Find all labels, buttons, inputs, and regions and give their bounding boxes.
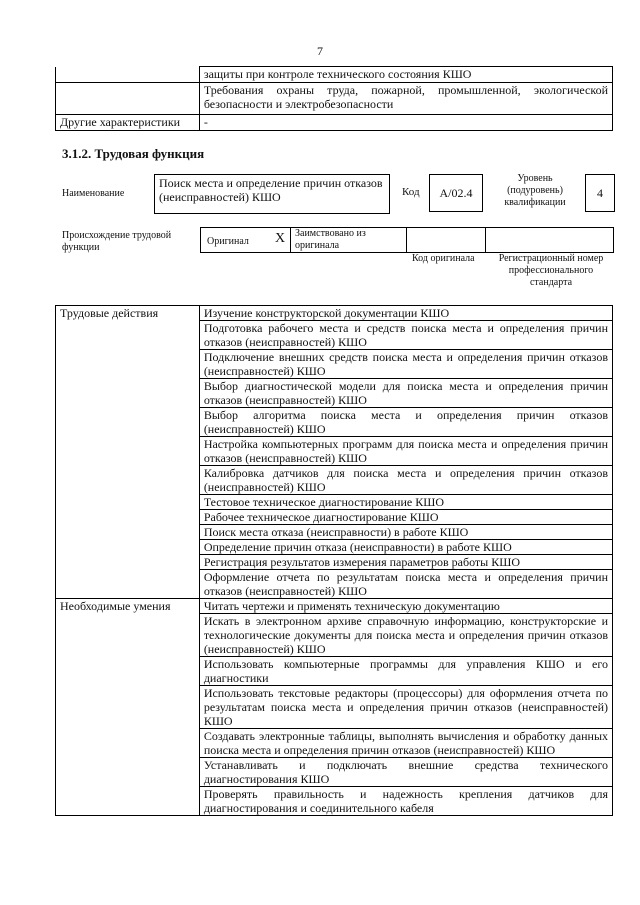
name-value: Поиск места и определение причин отказов (неисправностей) КШО xyxy=(154,174,390,214)
list-item: Калибровка датчиков для поиска места и определения причин отказов (неисправностей) КШО xyxy=(199,466,612,495)
list-item: Подготовка рабочего места и средств поиска места и определения причин отказов (неисправностей) КШО xyxy=(199,321,612,350)
list-item: Рабочее техническое диагностирование КШО xyxy=(199,510,612,525)
list-item: Выбор диагностической модели для поиска места и определения причин отказов (неисправностей) КШО xyxy=(199,379,612,408)
level-label: Уровень (подуровень) квалификации xyxy=(504,173,566,208)
list-item: Регистрация результатов измерения параметров работы КШО xyxy=(199,555,612,570)
borrowed-label: Заимствовано из оригинала xyxy=(295,228,366,251)
list-item: Искать в электронном архиве справочную информацию, конструкторские и технологические документы для поиска места и определения причин отказов (неисправностей) КШО xyxy=(199,614,612,657)
list-item: Настройка компьютерных программ для поиска места и определения причин отказов (неисправностей) КШО xyxy=(199,437,612,466)
list-item: Проверять правильность и надежность крепления датчиков для диагностирования и соединительного кабеля xyxy=(199,787,612,816)
level-value: 4 xyxy=(585,174,615,212)
row-text: защиты при контроле технического состояния КШО xyxy=(199,67,612,83)
table-row xyxy=(56,599,613,614)
origin-boxes xyxy=(200,227,614,253)
reg-number-caption: Регистрационный номер профессионального стандарта xyxy=(498,253,604,288)
list-item: Изучение конструкторской документации КШО xyxy=(199,306,612,321)
main-table xyxy=(55,305,613,816)
row-text: - xyxy=(199,115,612,131)
code-value: А/02.4 xyxy=(429,174,483,212)
name-label: Наименование xyxy=(62,188,125,199)
origin-label: Происхождение трудовой функции xyxy=(62,230,172,253)
list-item: Использовать текстовые редакторы (процессоры) для оформления отчета по результатам поиска места и определения причин отказов (неисправностей) КШО xyxy=(199,686,612,729)
list-item: Создавать электронные таблицы, выполнять вычисления и обработку данных поиска места и определения причин отказов (неисправностей) КШО xyxy=(199,729,612,758)
code-original-caption: Код оригинала xyxy=(412,253,475,264)
list-item: Использовать компьютерные программы для управления КШО и его диагностики xyxy=(199,657,612,686)
list-item: Читать чертежи и применять техническую документацию xyxy=(199,599,612,614)
list-item: Тестовое техническое диагностирование КШО xyxy=(199,495,612,510)
table-row xyxy=(56,306,613,321)
row-label: Другие характеристики xyxy=(56,115,200,131)
list-item: Определение причин отказа (неисправности) в работе КШО xyxy=(199,540,612,555)
list-item: Подключение внешних средств поиска места и определения причин отказов (неисправностей) КШО xyxy=(199,350,612,379)
row-label xyxy=(56,67,200,83)
table-row xyxy=(56,67,613,83)
row-text: Требования охраны труда, пожарной, промышленной, экологической безопасности и электробезопасности xyxy=(199,83,612,115)
table-row xyxy=(56,115,613,131)
list-item: Выбор алгоритма поиска места и определения причин отказов (неисправностей) КШО xyxy=(199,408,612,437)
page-number: 7 xyxy=(317,44,323,58)
top-table xyxy=(55,66,613,131)
list-item: Оформление отчета по результатам поиска места и определения причин отказов (неисправностей) КШО xyxy=(199,570,612,599)
original-mark: X xyxy=(275,231,286,246)
table-row xyxy=(56,83,613,115)
section-label: Необходимые умения xyxy=(56,599,200,816)
section-label: Трудовые действия xyxy=(56,306,200,599)
list-item: Устанавливать и подключать внешние средства технического диагностирования КШО xyxy=(199,758,612,787)
list-item: Поиск места отказа (неисправности) в работе КШО xyxy=(199,525,612,540)
section-title: 3.1.2. Трудовая функция xyxy=(62,146,205,161)
code-label: Код xyxy=(402,186,420,198)
original-label: Оригинал xyxy=(207,236,249,247)
row-label xyxy=(56,83,200,115)
